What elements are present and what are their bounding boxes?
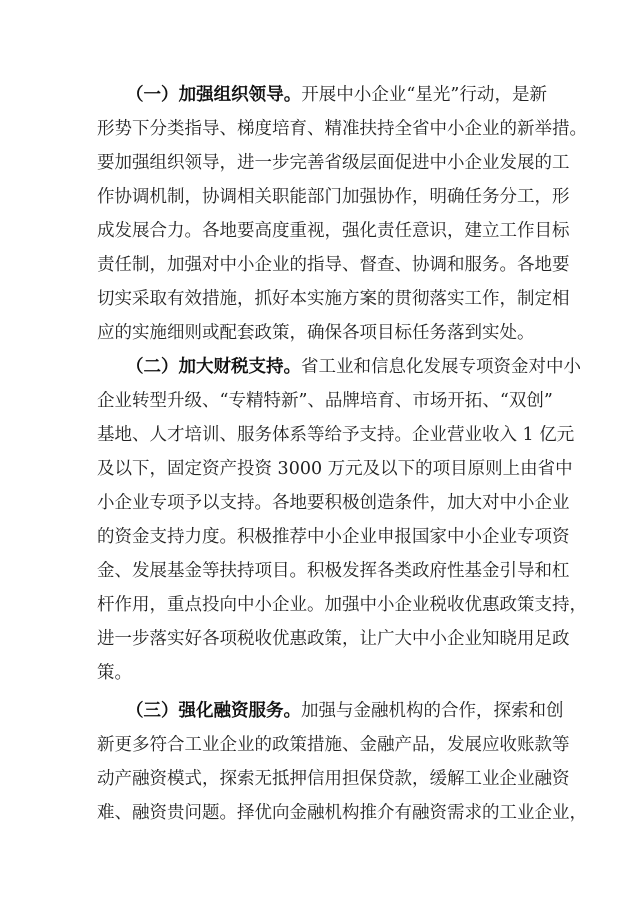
section-1-line: 成发展合力。各地要高度重视，强化责任意识，建立工作目标 [97,221,570,241]
section-2-line: 小企业专项予以支持。各地要积极创造条件，加大对中小企业 [97,493,570,513]
section-1-line: 要加强组织领导，进一步完善省级层面促进中小企业发展的工 [97,153,570,173]
section-1-line: 切实采取有效措施，抓好本实施方案的贯彻落实工作，制定相 [97,289,570,309]
section-2-heading: （二）加大财税支持。 [126,357,301,377]
section-3-line: 动产融资模式，探索无抵押信用担保贷款，缓解工业企业融资 [97,769,570,789]
section-2-line: 企业转型升级、“专精特新”、品牌培育、市场开拓、“双创” [97,391,553,411]
section-3-first-line [126,694,564,728]
section-3-first-line-text: 加强与金融机构的合作，探索和创 [301,701,564,721]
section-3-line: 难、融资贵问题。择优向金融机构推介有融资需求的工业企业， [97,803,587,823]
section-2-line: 金、发展基金等扶持项目。积极发挥各类政府性基金引导和杠 [97,561,570,581]
section-3-line: 新更多符合工业企业的政策措施、金融产品，发展应收账款等 [97,735,570,755]
section-2-line: 进一步落实好各项税收优惠政策，让广大中小企业知晓用足政 [97,629,570,649]
section-1-line: 作协调机制，协调相关职能部门加强协作，明确任务分工，形 [97,187,570,207]
section-1-line: 应的实施细则或配套政策，确保各项目标任务落到实处。 [97,323,535,343]
section-2-line: 基地、人才培训、服务体系等给予支持。企业营业收入 1 亿元 [97,425,575,445]
section-2-line: 及以下，固定资产投资 3000 万元及以下的项目原则上由省中 [97,459,573,479]
section-2-line: 策。 [97,663,132,683]
section-1-first-line-text: 开展中小企业“星光”行动，是新 [301,85,547,105]
section-1-line: 责任制，加强对中小企业的指导、督查、协调和服务。各地要 [97,255,570,275]
section-2-first-line [126,350,581,384]
section-2-line: 杆作用，重点投向中小企业。加强中小企业税收优惠政策支持， [97,595,587,615]
section-1-line: 形势下分类指导、梯度培育、精准扶持全省中小企业的新举措。 [97,119,587,139]
section-3-heading: （三）强化融资服务。 [126,701,301,721]
section-1-first-line [126,78,547,112]
section-2-line: 的资金支持力度。积极推荐中小企业申报国家中小企业专项资 [97,527,570,547]
section-1-heading: （一）加强组织领导。 [126,85,302,105]
section-2-first-line-text: 省工业和信息化发展专项资金对中小 [301,357,581,377]
